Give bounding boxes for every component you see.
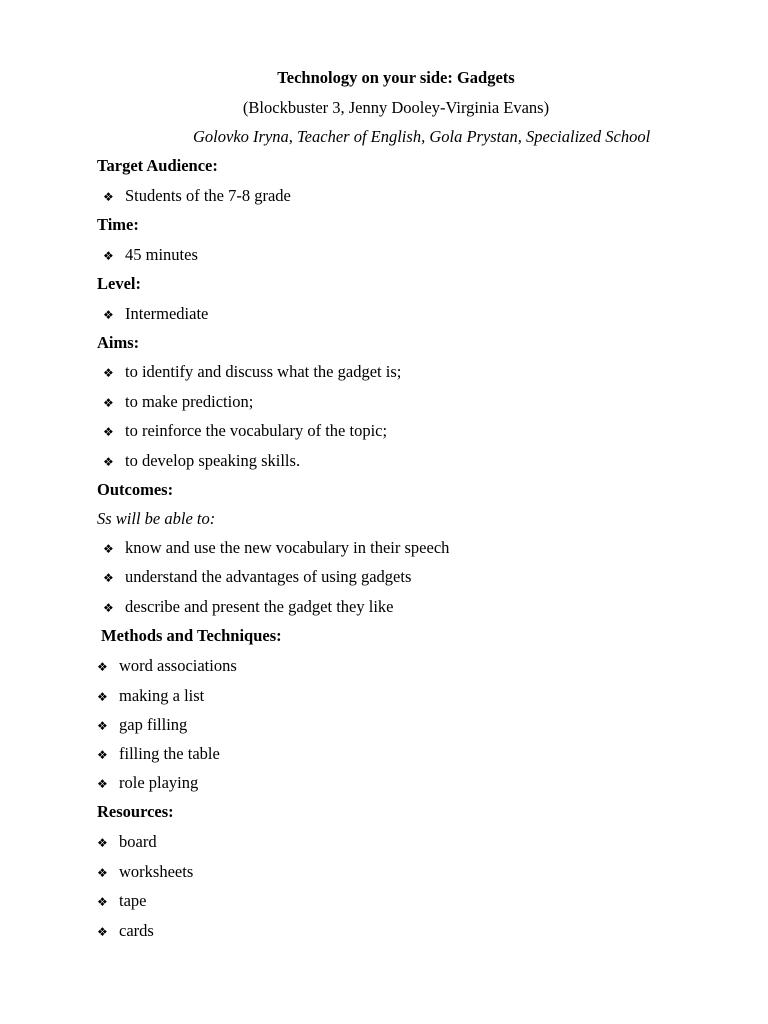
list-item-text: 45 minutes: [125, 245, 198, 264]
bullet-icon: ❖: [103, 601, 114, 615]
list-item: [97, 773, 198, 794]
list-item-text: to develop speaking skills.: [125, 451, 301, 470]
list-item: [97, 715, 187, 736]
bullet-icon: ❖: [103, 455, 114, 469]
heading-level: Level:: [97, 274, 141, 293]
bullet-icon: ❖: [97, 836, 108, 850]
bullet-icon: ❖: [103, 571, 114, 585]
list-item: [97, 891, 146, 912]
outcomes-intro: Ss will be able to:: [97, 509, 216, 528]
heading-aims: Aims:: [97, 333, 140, 352]
list-item: [97, 862, 193, 883]
list-item-text: board: [119, 832, 157, 851]
list-item-text: worksheets: [119, 862, 194, 881]
bullet-icon: ❖: [97, 777, 108, 791]
list-item-text: Students of the 7-8 grade: [125, 186, 291, 205]
bullet-icon: ❖: [103, 542, 114, 556]
list-item: [97, 921, 154, 942]
bullet-icon: ❖: [103, 366, 114, 380]
heading-resources: Resources:: [97, 802, 174, 821]
bullet-icon: ❖: [103, 190, 114, 204]
bullet-icon: ❖: [103, 249, 114, 263]
list-item: [97, 686, 204, 707]
list-item: [97, 832, 157, 853]
list-item-text: know and use the new vocabulary in their speech: [125, 538, 450, 557]
list-item-text: to reinforce the vocabulary of the topic;: [125, 421, 388, 440]
list-item-text: tape: [119, 891, 147, 910]
list-item: [97, 744, 220, 765]
list-item: [103, 451, 300, 472]
list-item: [103, 597, 393, 618]
list-item-text: role playing: [119, 773, 199, 792]
document-source: (Blockbuster 3, Jenny Dooley-Virginia Evans): [242, 98, 550, 117]
list-item-text: making a list: [119, 686, 205, 705]
bullet-icon: ❖: [97, 719, 108, 733]
bullet-icon: ❖: [97, 895, 108, 909]
bullet-icon: ❖: [97, 925, 108, 939]
list-item: [97, 656, 237, 677]
list-item-text: cards: [119, 921, 154, 940]
bullet-icon: ❖: [97, 660, 108, 674]
list-item-text: to identify and discuss what the gadget is;: [125, 362, 402, 381]
bullet-icon: ❖: [97, 690, 108, 704]
heading-time: Time:: [97, 215, 139, 234]
heading-target-audience: Target Audience:: [97, 156, 218, 175]
bullet-icon: ❖: [103, 425, 114, 439]
list-item-text: gap filling: [119, 715, 188, 734]
list-item: [103, 304, 208, 325]
list-item: [103, 392, 253, 413]
document-author: Golovko Iryna, Teacher of English, Gola Prystan, Specialized School: [193, 127, 651, 146]
list-item: [103, 245, 198, 266]
list-item-text: understand the advantages of using gadgets: [125, 567, 412, 586]
heading-methods: Methods and Techniques:: [101, 626, 282, 645]
list-item: [103, 362, 401, 383]
list-item: [103, 567, 411, 588]
bullet-icon: ❖: [103, 396, 114, 410]
bullet-icon: ❖: [103, 308, 114, 322]
bullet-icon: ❖: [97, 748, 108, 762]
list-item-text: to make prediction;: [125, 392, 254, 411]
list-item-text: Intermediate: [125, 304, 209, 323]
list-item-text: filling the table: [119, 744, 220, 763]
list-item-text: describe and present the gadget they like: [125, 597, 394, 616]
heading-outcomes: Outcomes:: [97, 480, 174, 499]
list-item: [103, 538, 449, 559]
list-item: [103, 421, 387, 442]
bullet-icon: ❖: [97, 866, 108, 880]
list-item: [103, 186, 291, 207]
document-title: Technology on your side: Gadgets: [277, 68, 515, 87]
list-item-text: word associations: [119, 656, 237, 675]
